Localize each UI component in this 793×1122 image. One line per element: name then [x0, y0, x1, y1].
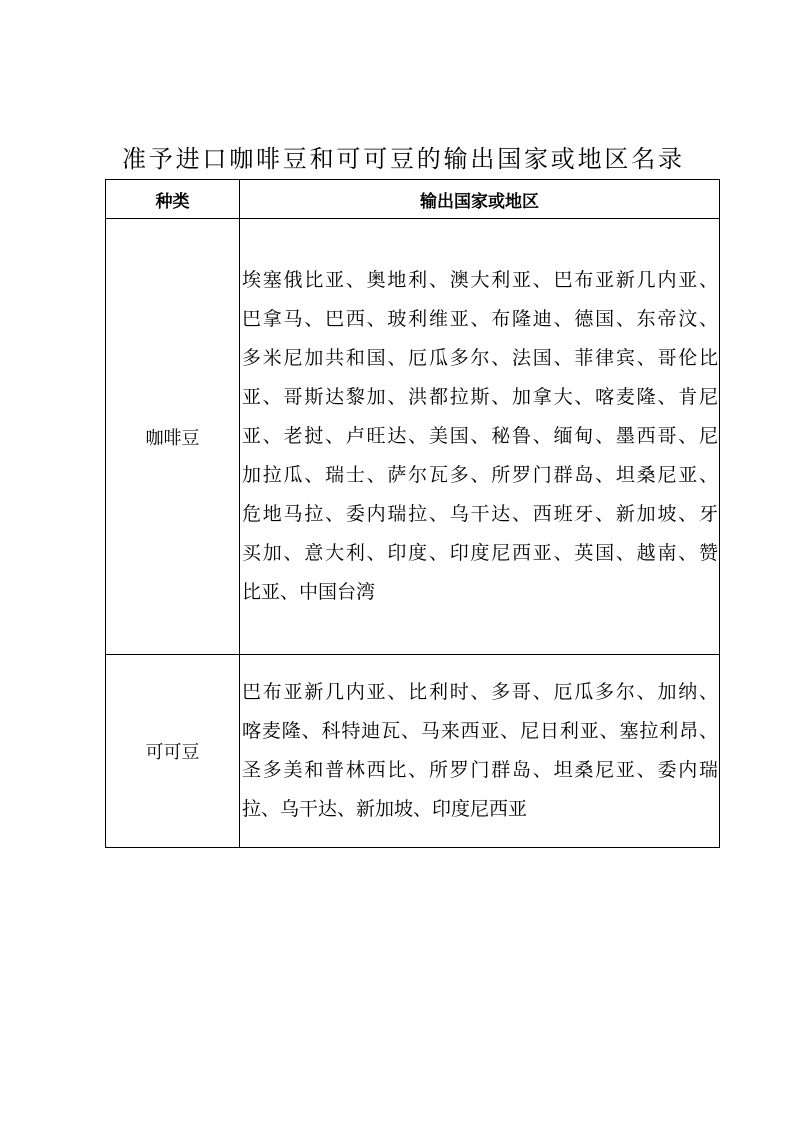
countries-cell: [240, 655, 720, 848]
countries-line: 圣多美和普林西比、所罗门群岛、坦桑尼亚、委内瑞: [242, 759, 718, 781]
country-list-table: [105, 179, 720, 848]
countries-line: 巴布亚新几内亚、比利时、多哥、厄瓜多尔、加纳、: [242, 681, 718, 703]
countries-line: 危地马拉、委内瑞拉、乌干达、西班牙、新加坡、牙: [242, 503, 718, 525]
countries-line: 多米尼加共和国、厄瓜多尔、法国、菲律宾、哥伦比: [242, 347, 718, 369]
countries-line: 亚、哥斯达黎加、洪都拉斯、加拿大、喀麦隆、肯尼: [242, 386, 718, 408]
document-title: 准予进口咖啡豆和可可豆的输出国家或地区名录: [122, 145, 682, 173]
countries-line: 比亚、中国台湾: [242, 581, 376, 603]
countries-line: 拉、乌干达、新加坡、印度尼西亚: [242, 798, 528, 820]
countries-cell: [240, 219, 720, 655]
category-cell: 可可豆: [106, 655, 240, 848]
countries-line: 巴拿马、巴西、玻利维亚、布隆迪、德国、东帝汶、: [242, 308, 718, 330]
countries-line: 亚、老挝、卢旺达、美国、秘鲁、缅甸、墨西哥、尼: [242, 425, 718, 447]
header-category: 种类: [106, 180, 240, 219]
category-cell: 咖啡豆: [106, 219, 240, 655]
table-row: [106, 655, 720, 848]
countries-line: 埃塞俄比亚、奥地利、澳大利亚、巴布亚新几内亚、: [242, 269, 718, 291]
countries-line: 买加、意大利、印度、印度尼西亚、英国、越南、赞: [242, 542, 718, 564]
table-header-row: [106, 180, 720, 219]
countries-line: 喀麦隆、科特迪瓦、马来西亚、尼日利亚、塞拉利昂、: [242, 720, 718, 742]
countries-line: 加拉瓜、瑞士、萨尔瓦多、所罗门群岛、坦桑尼亚、: [242, 464, 718, 486]
header-countries: 输出国家或地区: [240, 180, 720, 219]
table-row: [106, 219, 720, 655]
